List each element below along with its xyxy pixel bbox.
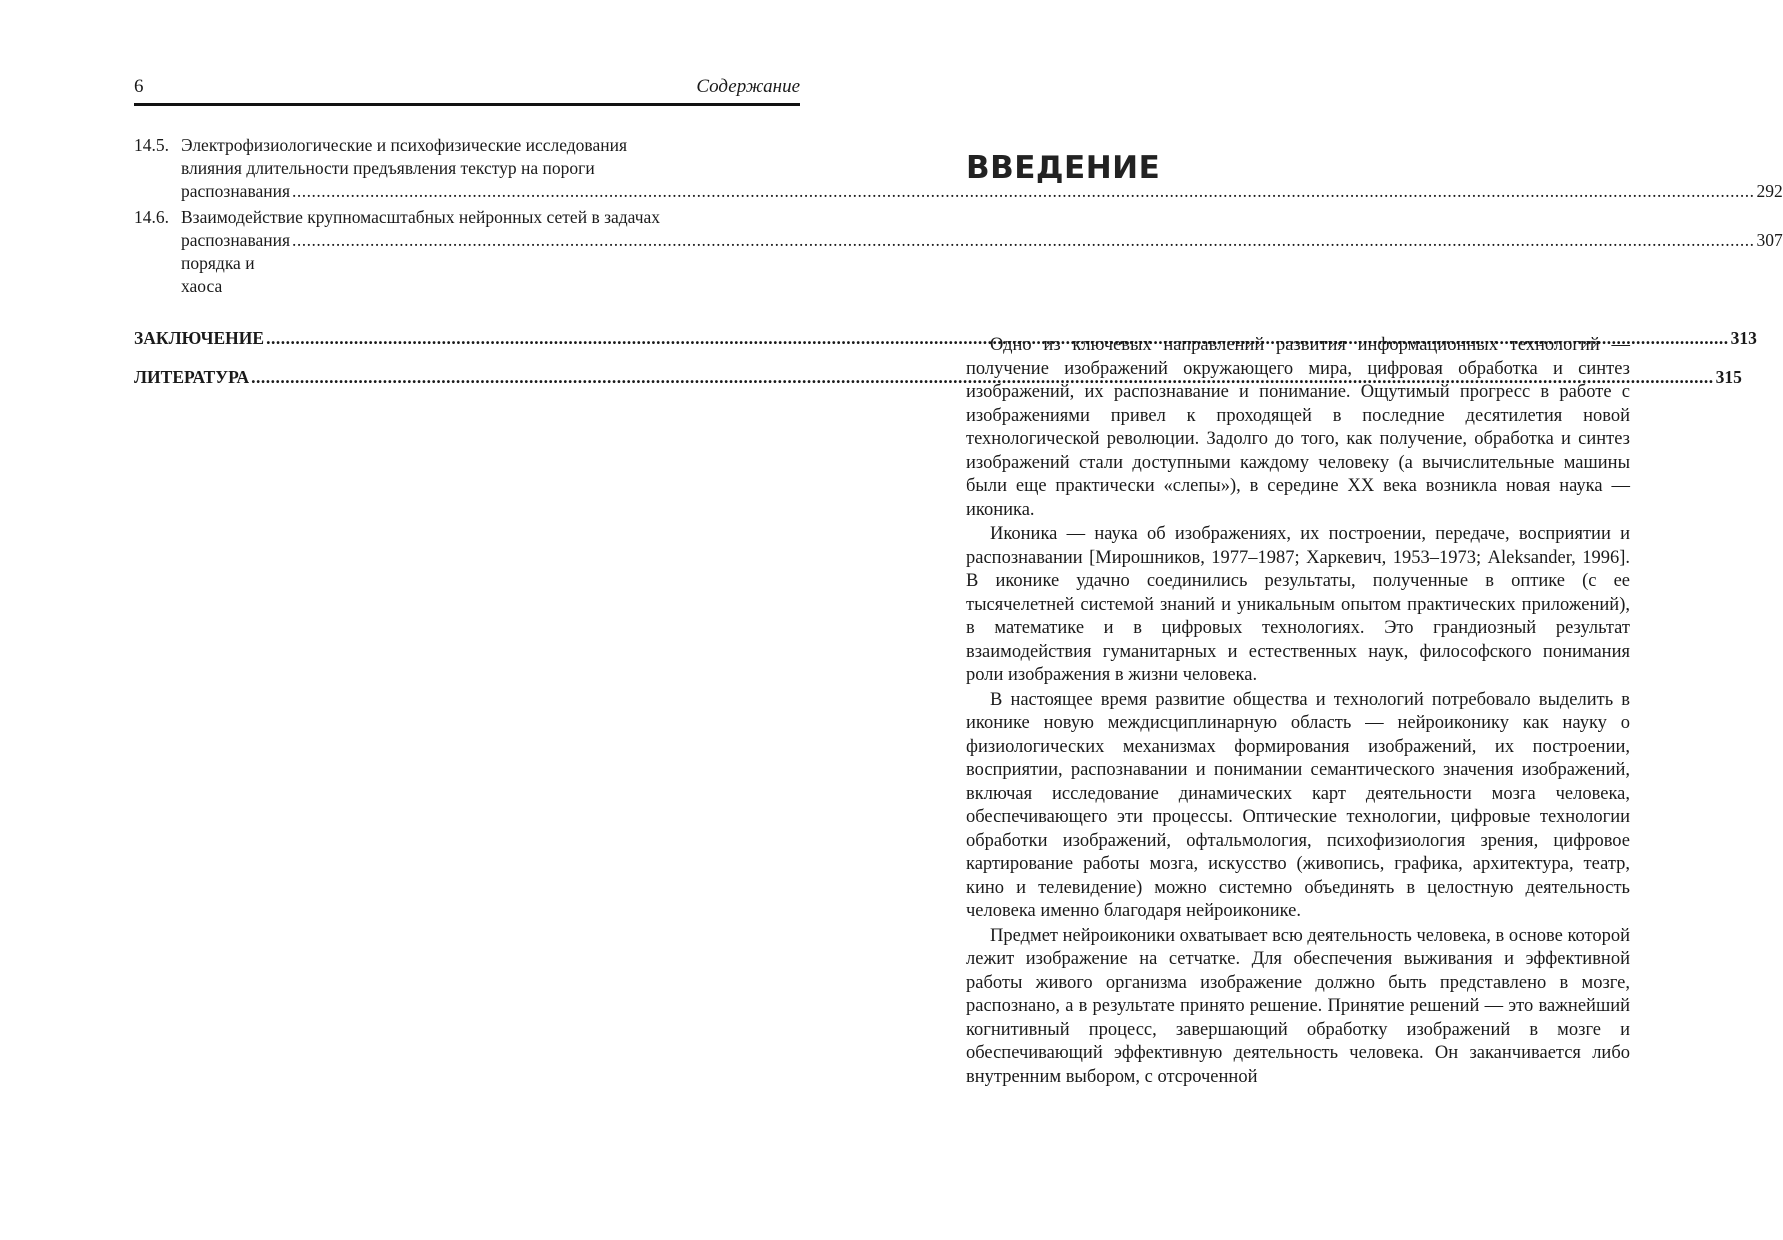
chapter-title: ВВЕДЕНИЕ: [966, 150, 1161, 186]
toc-major-title: ЗАКЛЮЧЕНИЕ: [134, 328, 265, 348]
body-paragraph: В настоящее время развитие общества и технологий потребовало выделить в иконике новую междисциплинарную область — нейроиконику как науку о физиологических механизмах формирования изображений, их построении, восприятии, распознавании и понимании семантического значения изображений, включая исследование динамических карт деятельности мозга человека, обеспечивающего эти процессы. Оптические технологии, цифровые технологии обработки изображений, офтальмология, психофизиология зрения, цифровое картирование работы мозга, искусство (живопись, графика, архитектура, театр, кино и телевидение) можно системно объединять в целостную деятельность человека именно благодаря нейроиконике.: [966, 689, 1630, 921]
toc-entry-page: 307: [1756, 230, 1783, 250]
running-head-title: Содержание: [696, 76, 800, 97]
toc-entry-14-6[interactable]: [134, 206, 1783, 298]
body-paragraph: Предмет нейроиконики охватывает всю деятельность человека, в основе которой лежит изображение на сетчатке. Для обеспечения выживания и эффективной работы живого организма изображение должно быть представлено в мозге, распознано, а в результате принято решение. Принятие решений — это важнейший когнитивный процесс, завершающий обработку изображений в мозге и обеспечивающий эффективную деятельность человека. Он заканчивается либо внутренним выбором, с отсроченной: [966, 925, 1630, 1087]
toc-major-page: 315: [1715, 367, 1742, 387]
toc-entry-conclusion[interactable]: [134, 327, 1757, 350]
toc-entry-line: распознавания порядка и хаоса: [181, 230, 291, 296]
toc-entry-line: Электрофизиологические и психофизические исследования: [181, 135, 628, 155]
body-paragraph: Иконика — наука об изображениях, их построении, передаче, восприятии и распознавании [Мирошников, 1977–1987; Харкевич, 1953–1973; Aleksander, 1996]. В иконике удачно соединились результаты, полученные в оптике (с ее тысячелетней системой знаний и уникальным опытом практических приложений), в математике и в цифровых технологиях. Это грандиозный результат взаимодействия гуманитарных и естественных наук, философского понимания роли изображения в жизни человека.: [966, 524, 1630, 685]
right-page: [966, 150, 1630, 1090]
toc-entry-line: Взаимодействие крупномасштабных нейронных сетей в задачах: [181, 207, 661, 227]
page-number: 6: [134, 76, 144, 97]
toc-entry-number: 14.6.: [134, 207, 169, 227]
toc-entry-line: распознавания: [181, 181, 291, 201]
toc-major-page: 313: [1730, 328, 1757, 348]
body-paragraph: Одно из ключевых направлений развития информационных технологий — получение изображений окружающего мира, цифровая обработка и синтез изображений, их распознавание и понимание. Ощутимый прогресс в работе с изображениями привел к проходящей в последние десятилетия новой технологической революции. Задолго до того, как получение, обработка и синтез изображений стали доступными каждому человеку (а вычислительные машины были еще практически «слепы»), в середине XX века возникла новая наука — иконика.: [966, 335, 1630, 520]
toc-entry-literature[interactable]: [134, 366, 1742, 389]
toc-entry-number: 14.5.: [134, 135, 169, 155]
running-head: [134, 76, 800, 106]
toc-entry-line: влияния длительности предъявления текстур на пороги: [181, 158, 595, 178]
chapter-body: [966, 334, 1630, 1089]
toc-major-title: ЛИТЕРАТУРА: [134, 367, 250, 387]
toc-entry-page: 292: [1756, 181, 1783, 201]
